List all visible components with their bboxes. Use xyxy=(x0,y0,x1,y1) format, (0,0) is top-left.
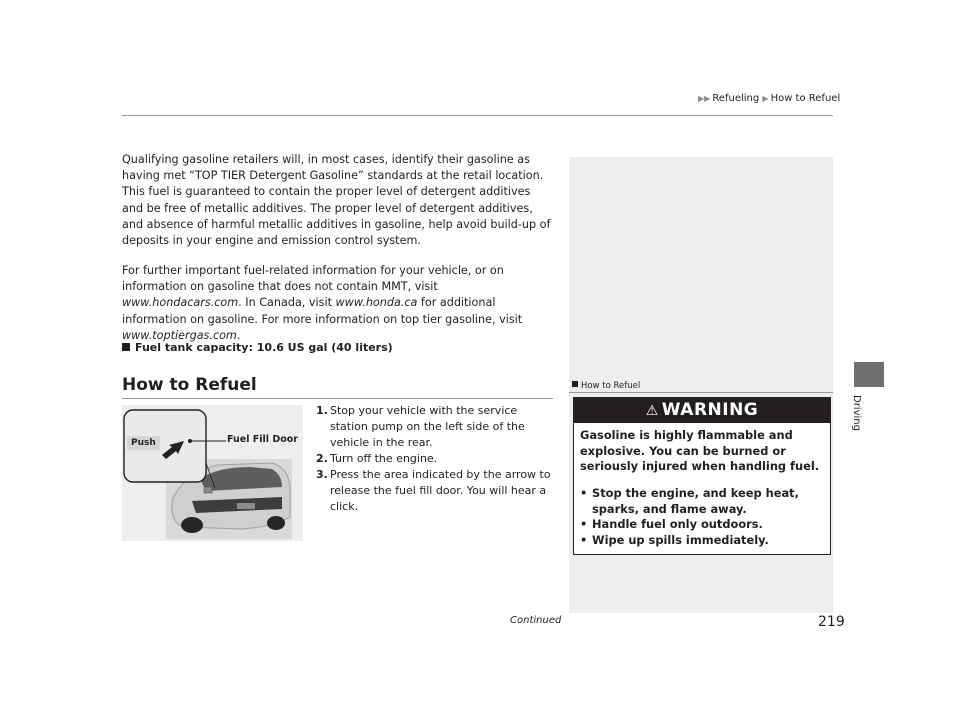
warning-banner xyxy=(574,398,830,423)
warning-item xyxy=(580,517,824,533)
warning-item-text: Stop the engine, and keep heat, sparks, and flame away. xyxy=(592,486,799,516)
paragraph-text: . In Canada, visit xyxy=(238,296,336,310)
fuel-fill-door-label: Fuel Fill Door xyxy=(227,434,298,445)
warning-icon: ⚠ xyxy=(645,403,659,419)
paragraph-text: For further important fuel-related information for your vehicle, or on information on gasoline that does not contain MMT, visit xyxy=(122,264,504,294)
fuel-info-paragraph xyxy=(122,263,554,344)
fuel-capacity-heading xyxy=(122,341,393,354)
breadcrumb-page: How to Refuel xyxy=(770,93,841,104)
breadcrumb-section[interactable]: Refueling xyxy=(712,93,760,104)
breadcrumb xyxy=(698,93,840,104)
warning-item xyxy=(580,533,824,549)
step-text: Press the area indicated by the arrow to release the fuel fill door. You will hear a click. xyxy=(330,468,551,513)
step-item xyxy=(316,467,554,515)
step-text: Turn off the engine. xyxy=(330,452,438,465)
toptiergas-link[interactable]: www.toptiergas.com xyxy=(122,328,237,342)
bullet-icon: • xyxy=(580,532,588,547)
honda-ca-link[interactable]: www.honda.ca xyxy=(335,296,418,310)
bullet-icon: • xyxy=(580,486,588,500)
step-number: 1. xyxy=(316,404,328,417)
step-text: Stop your vehicle with the service station pump on the left side of the vehicle in the rear. xyxy=(330,404,525,449)
step-number: 2. xyxy=(316,452,328,465)
breadcrumb-arrow-icon: ▶▶ xyxy=(698,94,711,103)
header-divider xyxy=(122,115,833,116)
fuel-door-illustration xyxy=(122,405,303,541)
bullet-icon: • xyxy=(580,517,588,532)
fuel-quality-paragraph: Qualifying gasoline retailers will, in most cases, identify their gasoline as having met “TOP TIER Detergent Gasoline” standards at the retail location. This fuel is guaranteed to contain the proper level of detergent additives and be free of metallic additives. The proper level of detergent additives, and absence of harmful metallic additives in gasoline, help avoid build-up of deposits in your engine and emission control system. xyxy=(122,153,551,248)
section-divider xyxy=(122,398,553,399)
fuel-capacity-text: Fuel tank capacity: 10.6 US gal (40 liters) xyxy=(135,341,393,354)
square-bullet-icon xyxy=(122,343,130,351)
note-divider xyxy=(569,392,833,393)
step-number: 3. xyxy=(316,468,328,481)
chapter-tab[interactable] xyxy=(854,362,884,387)
warning-box xyxy=(573,397,831,555)
note-heading xyxy=(572,381,640,391)
note-marker-icon xyxy=(572,381,578,387)
warning-title: WARNING xyxy=(661,400,759,420)
continued-label: Continued xyxy=(510,615,562,626)
chapter-tab-text: Driving xyxy=(851,395,862,431)
paragraph-text: for additional information on gasoline. For more information on top tier gasoline, visit xyxy=(122,296,523,326)
chapter-tab-label xyxy=(850,395,870,435)
warning-text: Gasoline is highly flammable and explosive. You can be burned or seriously injured when handling fuel. xyxy=(580,428,820,474)
warning-list xyxy=(580,486,824,548)
step-item xyxy=(316,403,554,451)
warning-item-text: Wipe up spills immediately. xyxy=(592,532,769,547)
breadcrumb-arrow-icon: ▶ xyxy=(762,94,769,103)
warning-item xyxy=(580,486,824,517)
car-rear-illustration xyxy=(122,405,303,541)
step-item xyxy=(316,451,554,467)
warning-item-text: Handle fuel only outdoors. xyxy=(592,517,763,532)
push-label: Push xyxy=(127,436,160,450)
paragraph-text: . xyxy=(236,328,241,342)
page-number: 219 xyxy=(818,614,845,630)
section-title: How to Refuel xyxy=(122,375,257,395)
refuel-steps xyxy=(316,403,554,515)
note-heading-text: How to Refuel xyxy=(581,381,641,391)
hondacars-link[interactable]: www.hondacars.com xyxy=(122,296,239,310)
